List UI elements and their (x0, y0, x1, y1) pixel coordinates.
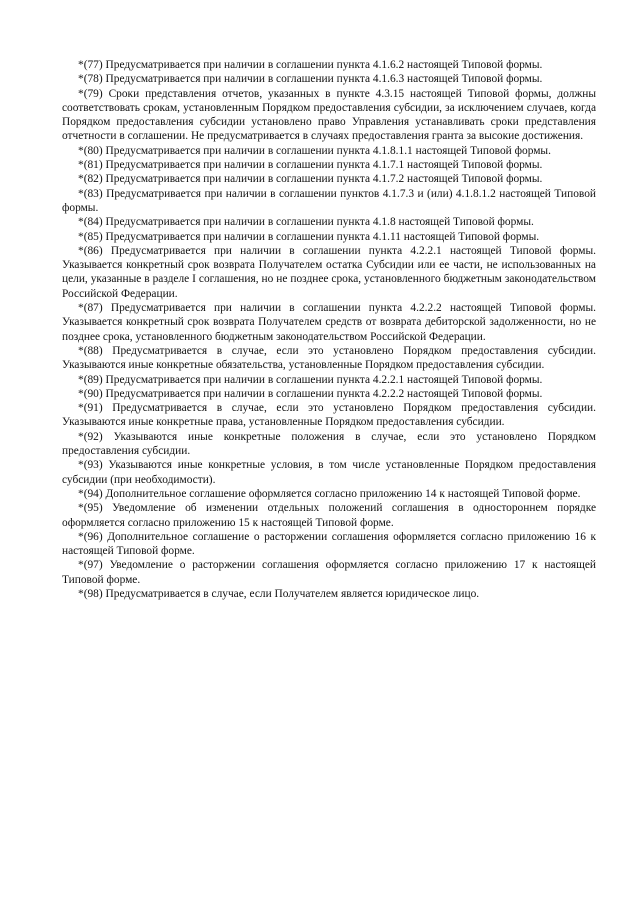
footnote-92: *(92) Указываются иные конкретные положения в случае, если это установлено Порядком предоставления субсидии. (62, 430, 596, 458)
footnote-91: *(91) Предусматривается в случае, если это установлено Порядком предоставления субсидии. Указываются иные конкретные права, установленные Порядком предоставления субсидии. (62, 402, 596, 429)
footnote-93: *(93) Указываются иные конкретные условия, в том числе установленные Порядком предоставления субсидии (при необходимости). (62, 459, 596, 486)
footnote-82: *(82) Предусматривается при наличии в соглашении пункта 4.1.7.2 настоящей Типовой формы. (78, 173, 543, 186)
footnote-98: *(98) Предусматривается в случае, если Получателем является юридическое лицо. (78, 587, 480, 600)
footnote-96: *(96) Дополнительное соглашение о расторжении соглашения оформляется согласно приложению 16 к настоящей Типовой форме. (62, 530, 596, 558)
footnote-94: *(94) Дополнительное соглашение оформляется согласно приложению 14 к настоящей Типовой форме. (78, 487, 581, 500)
footnote-97: *(97) Уведомление о расторжении соглашения оформляется согласно приложению 17 к настоящей Типовой форме. (62, 559, 596, 586)
footnote-79: *(79) Сроки представления отчетов, указанных в пункте 4.3.15 настоящей Типовой формы, должны соответствовать срокам, установленным Порядком предоставления субсидии, за исключением случаев, когда Порядком предоставления субсидии установлено право Управления устанавливать сроки представления отчетности в соглашении. Не предусматривается в случаях предоставления гранта за высокие достижения. (62, 87, 596, 143)
footnote-86: *(86) Предусматривается при наличии в соглашении пункта 4.2.2.1 настоящей Типовой формы. Указывается конкретный срок возврата Получателем остатка Субсидии или ее части, не использованных на цели, указанные в разделе I соглашения, но не позднее срока, установленного бюджетным законодательством Российской Федерации. (62, 244, 596, 300)
footnote-81: *(81) Предусматривается при наличии в соглашении пункта 4.1.7.1 настоящей Типовой формы. (78, 159, 543, 172)
footnote-90: *(90) Предусматривается при наличии в соглашении пункта 4.2.2.2 настоящей Типовой формы. (78, 387, 543, 400)
document-page (62, 58, 596, 601)
footnote-89: *(89) Предусматривается при наличии в соглашении пункта 4.2.2.1 настоящей Типовой формы. (78, 373, 543, 386)
footnote-87: *(87) Предусматривается при наличии в соглашении пункта 4.2.2.2 настоящей Типовой формы. Указывается конкретный срок возврата Получателем средств от возврата дебиторской задолженности, но не позднее срока, установленного бюджетным законодательством Российской Федерации. (62, 302, 596, 343)
footnote-78: *(78) Предусматривается при наличии в соглашении пункта 4.1.6.3 настоящей Типовой формы. (78, 73, 543, 86)
footnote-85: *(85) Предусматривается при наличии в соглашении пункта 4.1.11 настоящей Типовой формы. (78, 230, 540, 243)
footnote-84: *(84) Предусматривается при наличии в соглашении пункта 4.1.8 настоящей Типовой формы. (78, 216, 534, 229)
footnote-80: *(80) Предусматривается при наличии в соглашении пункта 4.1.8.1.1 настоящей Типовой формы. (78, 144, 551, 157)
footnote-83: *(83) Предусматривается при наличии в соглашении пунктов 4.1.7.3 и (или) 4.1.8.1.2 настоящей Типовой формы. (62, 187, 596, 214)
footnote-77: *(77) Предусматривается при наличии в соглашении пункта 4.1.6.2 настоящей Типовой формы. (78, 59, 543, 71)
footnote-88: *(88) Предусматривается в случае, если это установлено Порядком предоставления субсидии. Указываются иные конкретные обязательства, установленные Порядком предоставления субсидии. (62, 344, 596, 372)
footnote-95: *(95) Уведомление об изменении отдельных положений соглашения в одностороннем порядке оформляется согласно приложению 15 к настоящей Типовой форме. (62, 502, 596, 529)
